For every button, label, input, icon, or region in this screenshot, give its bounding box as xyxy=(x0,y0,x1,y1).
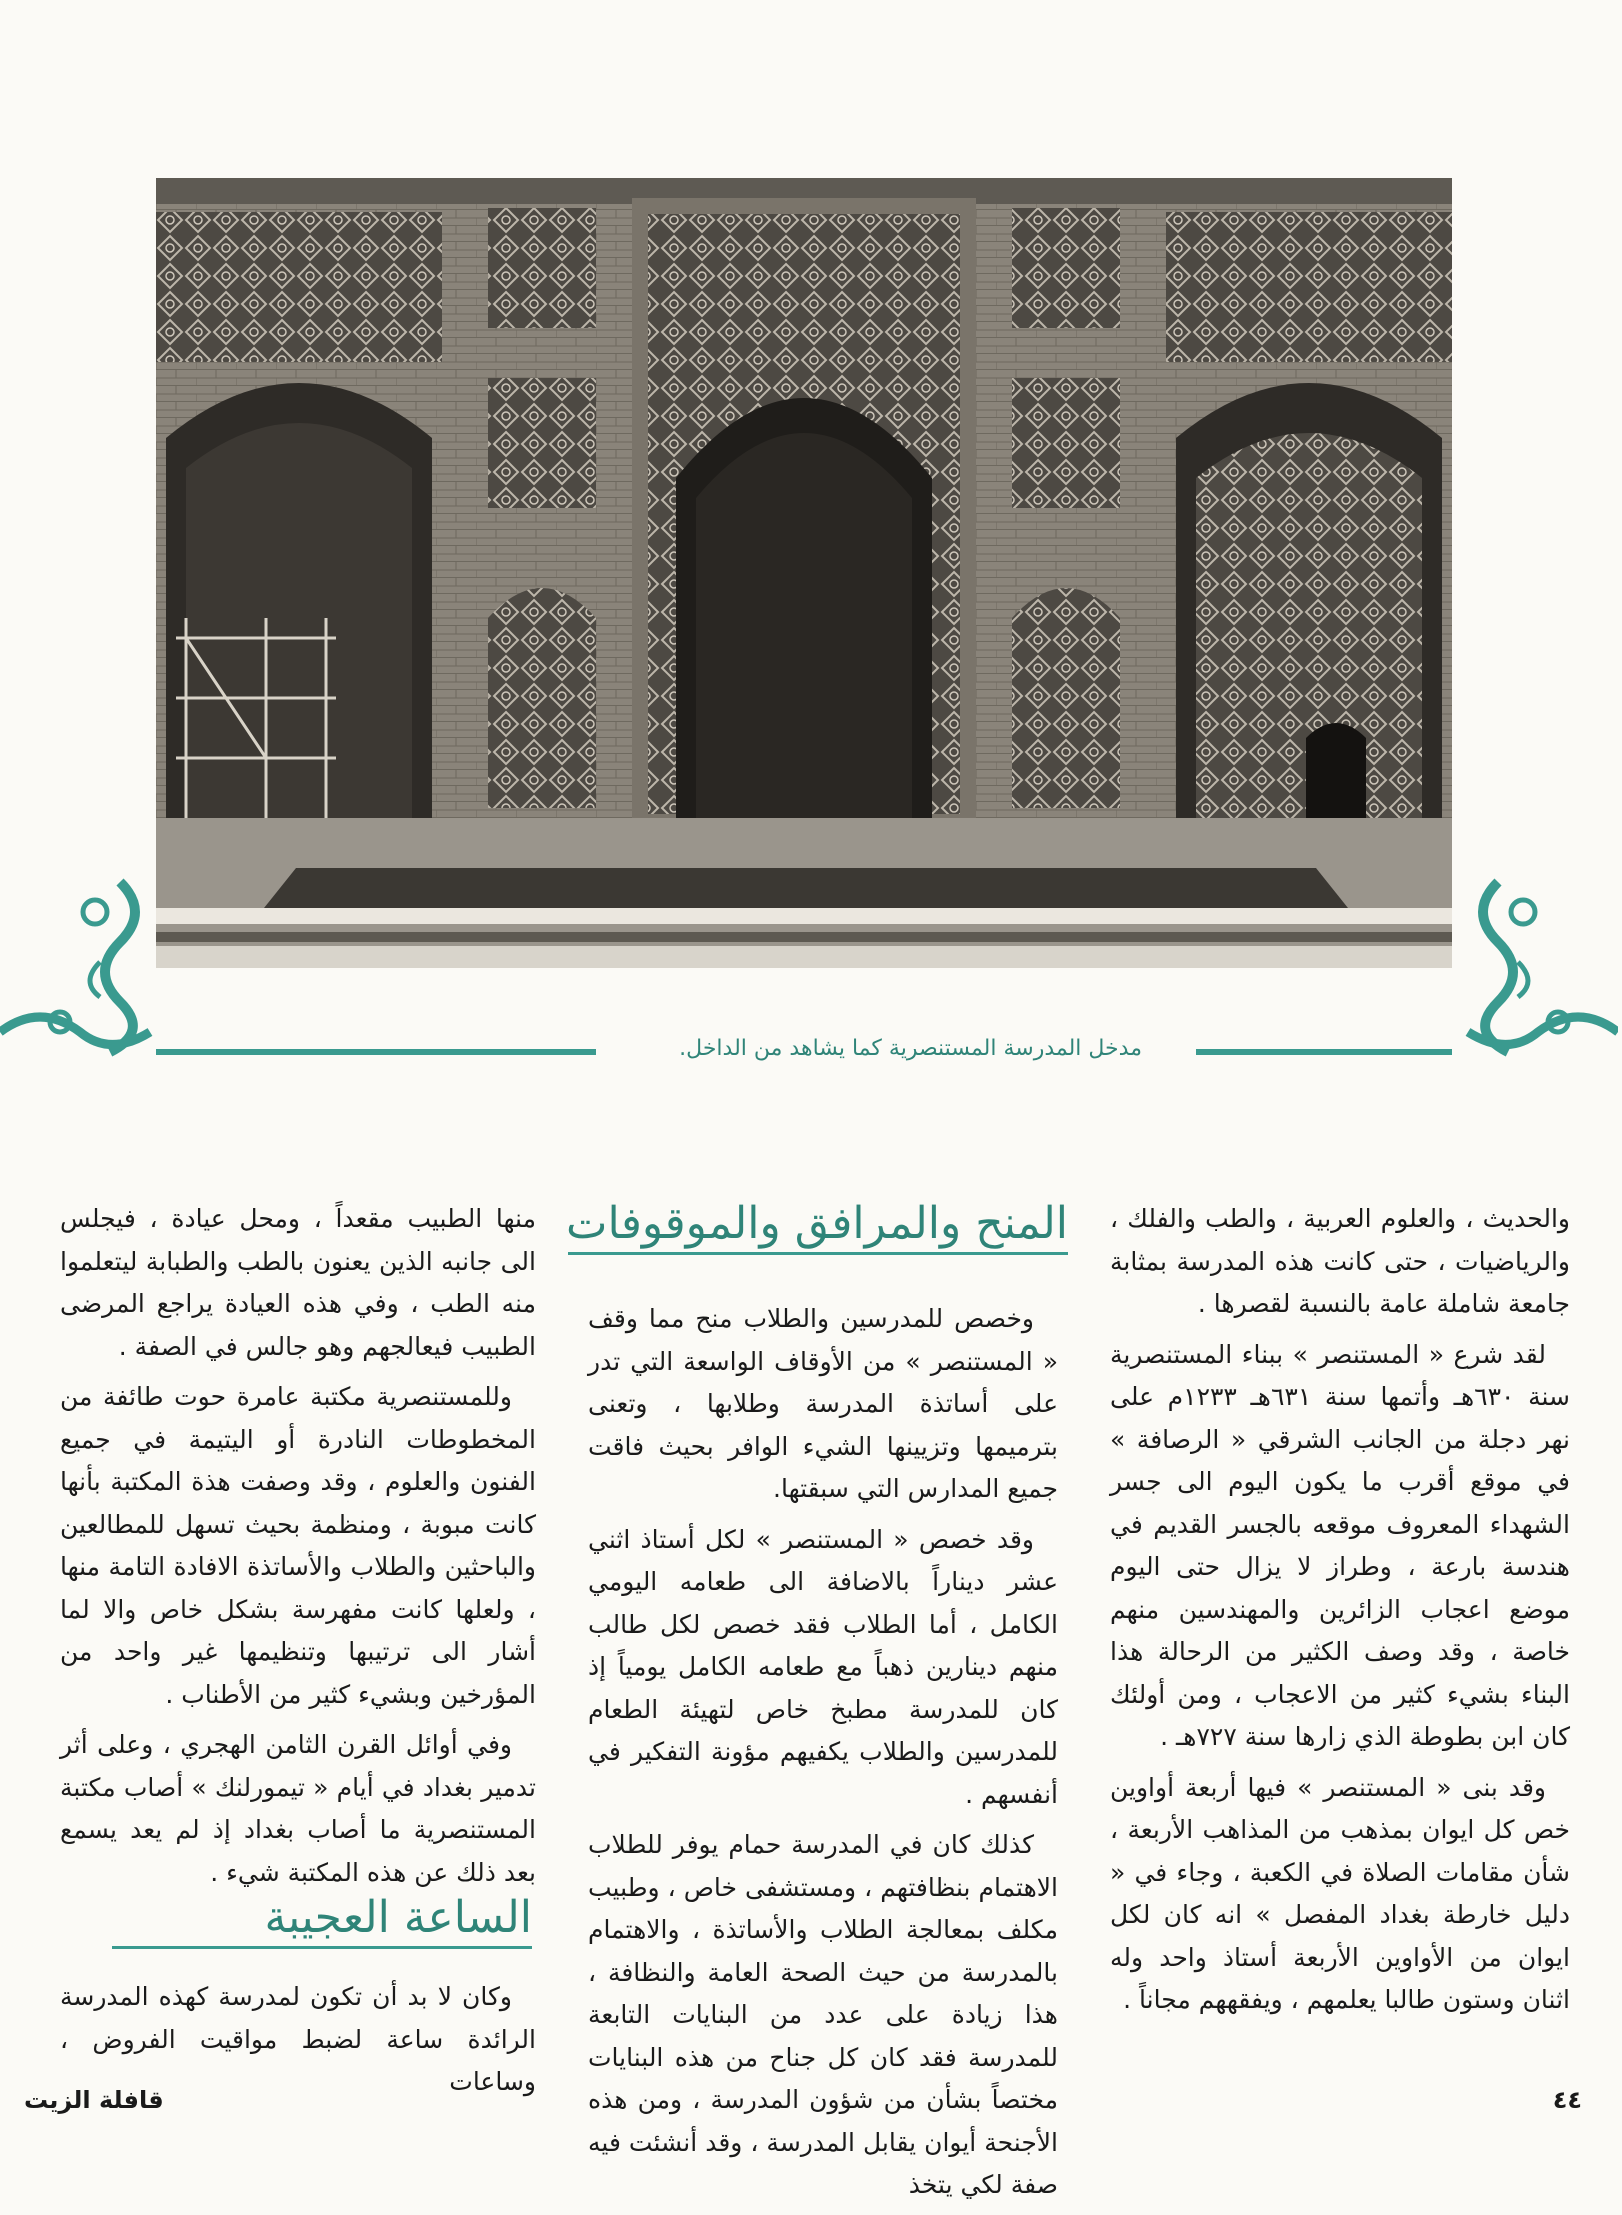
section-heading-text: الساعة العجيبة xyxy=(264,1892,532,1943)
paragraph: كذلك كان في المدرسة حمام يوفر للطلاب الاهتمام بنظافتهم ، ومستشفى خاص ، وطبيب مكلف بمعالجة الطلاب والأساتذة ، والاهتمام بالمدرسة من حيث الصحة العامة والنظافة ، هذا زيادة على عدد من البنايات التابعة للمدرسة فقد كان كل جناح من هذه البنايات مختصاً بشأن من شؤون المدرسة ، ومن هذه الأجنحة أيوان يقابل المدرسة ، وقد أنشئت فيه صفة لكي يتخذ xyxy=(588,1830,1058,2199)
paragraph: منها الطبيب مقعداً ، ومحل عيادة ، فيجلس الى جانبه الذين يعنون بالطب والطبابة ليتعلموا منه الطب ، وفي هذه العيادة يراجع المرضى الطبيب فيعالجهم وهو جالس في الصفة . xyxy=(60,1204,536,1361)
article-column-right xyxy=(1110,1198,1570,2030)
paragraph: وقد بنى « المستنصر » فيها أربعة أواوين خص كل ايوان بمذهب من المذاهب الأربعة ، شأن مقامات الصلاة في الكعبة ، وجاء في « دليل خارطة بغداد المفصل » انه كان لكل ايوان من الأواوين الأربعة أستاذ واحد وله اثنان وستون طالبا يعلمهم ، ويفقههم مجاناً . xyxy=(1110,1772,1570,2014)
paragraph: وقد خصص « المستنصر » لكل أستاذ اثني عشر ديناراً بالاضافة الى طعامه اليومي الكامل ، أما الطلاب فقد خصص لكل طالب منهم دينارين ذهباً مع طعامه الكامل يومياً إذ كان للمدرسة مطبخ خاص لتهيئة الطعام للمدرسين والطلاب يكفيهم مؤونة التفكير في أنفسهم . xyxy=(588,1524,1058,1809)
magazine-name: قافلة الزيت xyxy=(24,2086,164,2114)
section-heading-clock xyxy=(112,1892,532,1943)
page-number: ٤٤ xyxy=(1552,2086,1582,2114)
mustansiriya-entrance-photo xyxy=(156,178,1452,968)
paragraph: لقد شرع « المستنصر » ببناء المستنصرية سنة ٦٣٠هـ وأتمها سنة ٦٣١هـ ١٢٣٣م على نهر دجلة من الجانب الشرقي « الرصافة » في موقع أقرب ما يكون اليوم الى جسر الشهداء المعروف موقعه بالجسر القديم في هندسة بارعة ، وطراز لا يزال حتى اليوم موضع اعجاب الزائرين والمهندسين منهم خاصة ، وقد وصف الكثير من الرحالة هذا البناء بشيء كثير من الاعجاب ، ومن أولئك كان ابن بطوطة الذي زارها سنة ٧٢٧هـ . xyxy=(1110,1339,1570,1751)
caption-rule-right xyxy=(1196,1049,1452,1055)
paragraph: وكان لا بد أن تكون لمدرسة كهذه المدرسة الرائدة ساعة لضبط مواقيت الفروض ، وساعات xyxy=(60,1982,536,2096)
left-arabesque-ornament xyxy=(0,872,156,1062)
right-arabesque-ornament xyxy=(1462,872,1618,1062)
paragraph: وخصص للمدرسين والطلاب منح مما وقف « المستنصر » من الأوقاف الواسعة التي تدر على أساتذة المدرسة وطلابها ، وتعنى بترميمها وتزيينها الشيء الوافر بحيث فاقت جميع المدارس التي سبقتها. xyxy=(588,1304,1058,1503)
caption-rule-left xyxy=(156,1049,596,1055)
section-heading-grants xyxy=(568,1198,1068,1249)
article-column-middle xyxy=(588,1298,1058,2215)
paragraph: والحديث ، والعلوم العربية ، والطب والفلك ، والرياضيات ، حتى كانت هذه المدرسة بمثابة جامعة شاملة عامة بالنسبة لقصرها . xyxy=(1110,1204,1570,1318)
photo-illustration xyxy=(156,178,1452,968)
paragraph: وفي أوائل القرن الثامن الهجري ، وعلى أثر تدمير بغداد في أيام « تيمورلنك » أصاب مكتبة المستنصرية ما أصاب بغداد إذ لم يعد يسمع بعد ذلك عن هذه المكتبة شيء . xyxy=(60,1730,536,1887)
heading-underline xyxy=(112,1946,532,1949)
photo-caption: مدخل المدرسة المستنصرية كما يشاهد من الداخل. xyxy=(669,1036,1152,1061)
heading-underline xyxy=(568,1252,1068,1255)
article-column-left xyxy=(60,1198,536,1902)
paragraph: وللمستنصرية مكتبة عامرة حوت طائفة من المخطوطات النادرة أو اليتيمة في جميع الفنون والعلوم ، وقد وصفت هذة المكتبة بأنها كانت مبوبة ، ومنظمة بحيث تسهل للمطالعين والباحثين والطلاب والأساتذة الافادة التامة منها ، ولعلها كانت مفهرسة بشكل خاص والا لما أشار الى ترتيبها وتنظيمها غير واحد من المؤرخين وبشيء كثير من الأطناب . xyxy=(60,1382,536,1709)
section-heading-text: المنح والمرافق والموقوفات xyxy=(566,1198,1068,1249)
photo-caption-row xyxy=(156,1036,1452,1066)
